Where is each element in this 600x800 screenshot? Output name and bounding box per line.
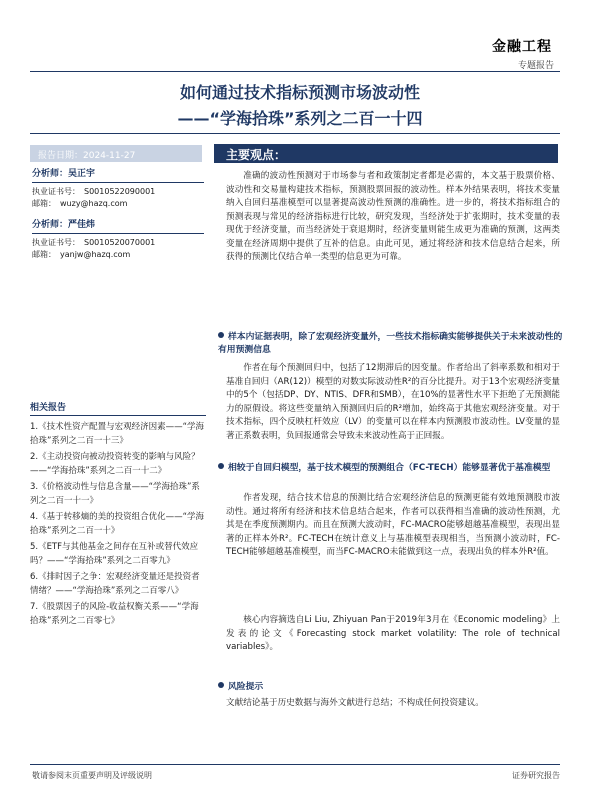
email-address[interactable]: yanjw@hazq.com (60, 250, 131, 259)
email-address[interactable]: wuzy@hazq.com (60, 199, 128, 208)
bullet-heading (218, 462, 564, 475)
main-points-header: 主要观点： (214, 144, 558, 163)
cert-label: 执业证书号： (32, 238, 80, 247)
footer-label: 证券研究报告 (512, 771, 560, 780)
bullet-heading-text: 相较于自回归模型，基于技术模型的预测组合（FC-TECH）能够显著优于基准模型 (228, 463, 551, 473)
related-report-item[interactable]: 3.《价格波动性与信息含量——“学海拾珠”系列之二百一十一》 (30, 482, 200, 506)
related-reports-list (30, 420, 206, 628)
risk-paragraph: 文献结论基于历史数据与海外文献进行总结；不构成任何投资建议。 (226, 698, 484, 708)
related-report-item[interactable]: 2.《主动投资向被动投资转变的影响与风险？——“学海拾珠”系列之二百一十二》 (30, 452, 200, 476)
cert-number: S0010520070001 (84, 238, 156, 247)
footer-disclaimer[interactable]: 敬请参阅末页重要声明及评级说明 (32, 771, 152, 780)
related-report-item[interactable]: 4.《基于转移熵的美的投资组合优化——“学海拾珠”系列之二百一十》 (30, 512, 205, 536)
source-paragraph: 核心内容摘选自Li Liu, Zhiyuan Pan于2019年3月在《Economic modeling》上发表的论文《Forecasting stock market volatility: The role of technical variables》。 (226, 615, 560, 652)
title-divider (30, 133, 560, 134)
report-type: 专题报告 (517, 61, 554, 71)
analyst-divider (32, 182, 204, 183)
finding-paragraph: 作者在每个预测回归中，包括了12期滞后的因变量。作者给出了斜率系数和相对于基准自回归（AR(12)）模型的对数实际波动性R²的百分比提升。对于13个宏观经济变量中的5个（包括DP、DY、NTIS、DFR和SMB），在10%的显著性水平下拒绝了无预测能力的原假设。将这些变量纳入预测回归后的R²增加，始终高于其他宏观经济变量。对于技术指标，四个反映杠杆效应（LV）的变量可以在样本内预测股市波动性。LV变量的显著正系数表明，负回报通常会导致未来波动性高于正回报。 (226, 363, 560, 441)
related-reports-title: 相关报告 (30, 400, 206, 416)
analyst-card (32, 168, 204, 210)
risk-heading (218, 681, 564, 694)
report-title: 如何通过技术指标预测市场波动性 (179, 83, 420, 102)
analyst-name: 分析师：吴正宇 (32, 169, 96, 179)
related-report-item[interactable]: 7.《股票因子的风险-收益权衡关系——“学海拾珠”系列之二百零七》 (30, 602, 199, 626)
cert-number: S0010522090001 (84, 187, 156, 196)
bullet-icon (218, 463, 224, 469)
bottom-divider (30, 764, 560, 765)
intro-paragraph: 准确的波动性预测对于市场参与者和政策制定者都是必需的，本文基于股票价格、波动性和交易量构建技术指标，预测股票回报的波动性。样本外结果表明，将技术变量纳入自回归基准模型可以显著提高波动性预测的准确性。进一步的，将技术指标组合的预测表现与常见的经济指标进行比较，研究发现，当经济处于扩张期时，技术变量的表现优于经济变量，而当经济处于衰退期时，经济变量则能生成更为准确的预测，这两类变量在经济周期中提供了互补的信息。由此可见，通过将经济和技术信息结合起来，所获得的预测比仅结合单一类型的信息更为可靠。 (226, 171, 560, 262)
brand-name: 金融工程 (492, 39, 552, 55)
finding-paragraph: 作者发现，结合技术信息的预测比结合宏观经济信息的预测更能有效地预测股市波动性。通过将所有经济和技术信息结合起来，作者可以获得相当准确的波动性预测，尤其是在季度预测期内。而且在预测大波动时，FC-MACRO能够超越基准模型，表现出显著的正样本外R²。FC-TECH在统计意义上与基准模型表现相当，当预测小波动时，FC-TECH能够超越基准模型，而当FC-MACRO未能做到这一点，表现出负的样本外R²值。 (226, 493, 560, 557)
analyst-card (32, 219, 204, 261)
email-label: 邮箱： (32, 199, 56, 208)
report-date: 报告日期：2024-11-27 (30, 145, 202, 162)
analyst-name: 分析师：严佳炜 (32, 220, 96, 230)
top-divider (30, 71, 560, 72)
report-subtitle: ——“学海拾珠”系列之二百一十四 (177, 109, 423, 128)
email-row (32, 198, 204, 210)
related-reports (30, 400, 206, 630)
bullet-icon (218, 682, 224, 688)
cert-row (32, 186, 204, 198)
related-report-item[interactable]: 5.《ETF与其他基金之间存在互补或替代效应吗？——“学海拾珠”系列之二百零九》 (30, 542, 199, 566)
analyst-divider (32, 233, 204, 234)
email-label: 邮箱： (32, 250, 56, 259)
email-row (32, 249, 204, 261)
bullet-heading-text: 样本内证据表明，除了宏观经济变量外，一些技术指标确实能够提供关于未来波动性的有用预测信息 (218, 332, 563, 355)
bullet-heading (218, 331, 564, 357)
bullet-icon (218, 332, 224, 338)
risk-heading-text: 风险提示 (228, 682, 264, 692)
cert-label: 执业证书号： (32, 187, 80, 196)
cert-row (32, 237, 204, 249)
related-report-item[interactable]: 6.《排时因子之争：宏观经济变量还是投资者情绪？——“学海拾珠”系列之二百零八》 (30, 572, 200, 596)
related-report-item[interactable]: 1.《技术性资产配置与宏观经济因素——“学海拾珠”系列之二百一十三》 (30, 422, 205, 446)
